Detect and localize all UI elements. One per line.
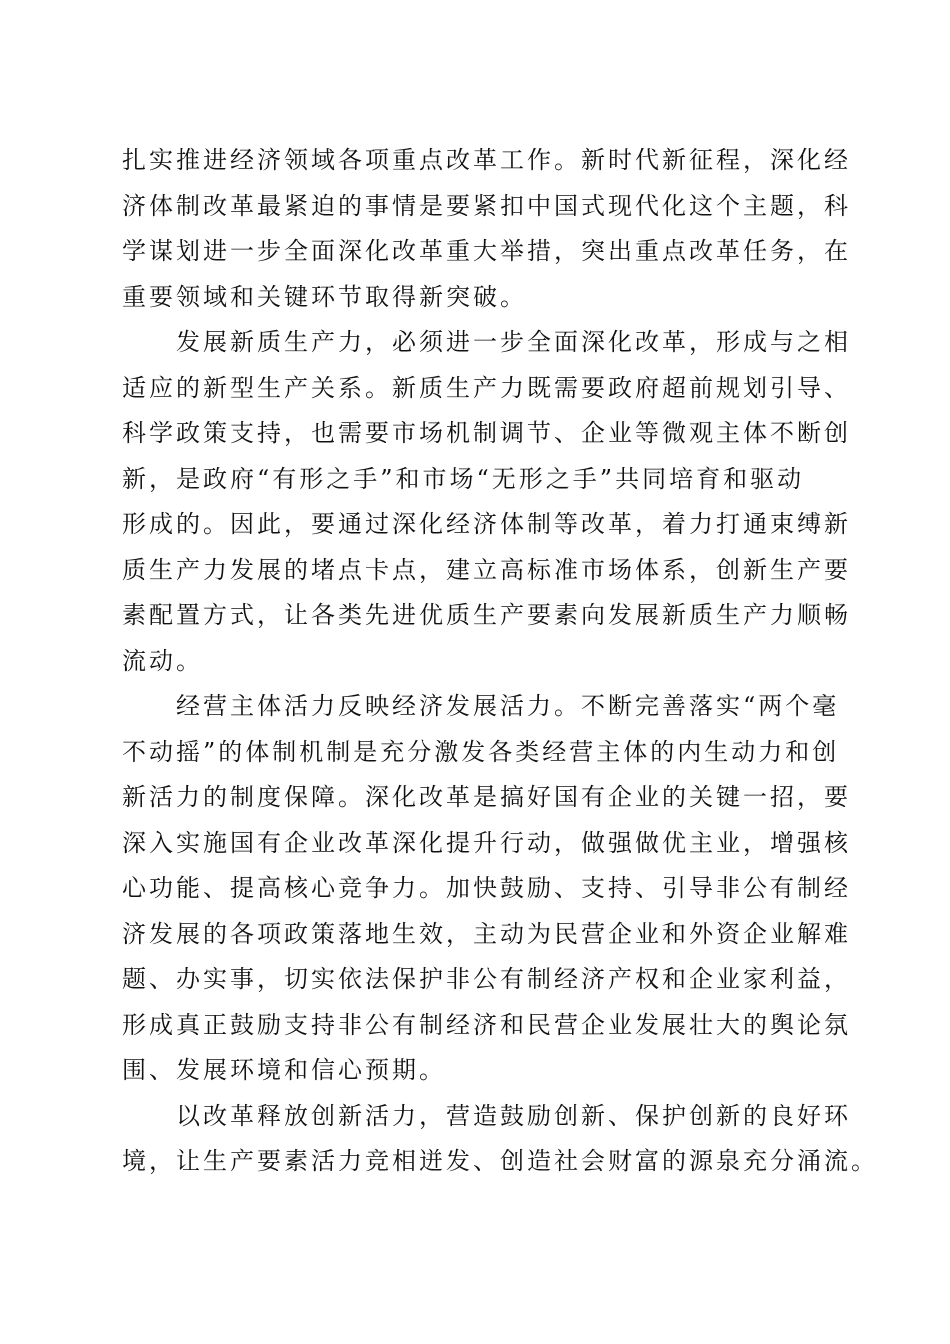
text-line: 经营主体活力反映经济发展活力。不断完善落实“两个毫 (176, 692, 840, 720)
text-line: 形成真正鼓励支持非公有制经济和民营企业发展壮大的舆论氛 (122, 1010, 851, 1039)
text-line: 素配置方式，让各类先进优质生产要素向发展新质生产力顺畅 (122, 601, 851, 629)
text-line: 以改革释放创新活力，营造鼓励创新、保护创新的良好环 (176, 1101, 851, 1130)
text-line: 学谋划进一步全面深化改革重大举措，突出重点改革任务，在 (122, 237, 851, 265)
text-line: 科学政策支持，也需要市场机制调节、企业等微观主体不断创 (122, 419, 851, 447)
text-line: 题、办实事，切实依法保护非公有制经济产权和企业家利益， (122, 965, 851, 993)
text-line: 新活力的制度保障。深化改革是搞好国有企业的关键一招，要 (122, 783, 851, 811)
text-line: 新，是政府“有形之手”和市场“无形之手”共同培育和驱动 (122, 464, 805, 493)
text-line: 心功能、提高核心竞争力。加快鼓励、支持、引导非公有制经 (122, 874, 851, 902)
text-line: 围、发展环境和信心预期。 (122, 1056, 446, 1084)
text-line: 重要领域和关键环节取得新突破。 (122, 282, 527, 311)
text-line: 流动。 (122, 646, 203, 675)
text-line: 适应的新型生产关系。新质生产力既需要政府超前规划引导、 (122, 373, 851, 402)
text-line: 境，让生产要素活力竞相迸发、创造社会财富的源泉充分涌流。 (122, 1147, 878, 1175)
paragraph-2 (122, 320, 851, 684)
text-line: 深入实施国有企业改革深化提升行动，做强做优主业，增强核 (122, 828, 851, 857)
text-line: 发展新质生产力，必须进一步全面深化改革，形成与之相 (176, 328, 851, 356)
text-line: 济发展的各项政策落地生效，主动为民营企业和外资企业解难 (122, 919, 851, 948)
paragraph-4 (122, 1094, 878, 1185)
text-line: 质生产力发展的堵点卡点，建立高标准市场体系，创新生产要 (122, 555, 851, 584)
text-line: 不动摇”的体制机制是充分激发各类经营主体的内生动力和创 (122, 737, 840, 766)
document-body (122, 138, 878, 1185)
paragraph-3 (122, 684, 851, 1094)
paragraph-1 (122, 138, 851, 320)
text-line: 济体制改革最紧迫的事情是要紧扣中国式现代化这个主题，科 (122, 191, 851, 220)
text-line: 扎实推进经济领域各项重点改革工作。新时代新征程，深化经 (122, 146, 851, 174)
text-line: 形成的。因此，要通过深化经济体制等改革，着力打通束缚新 (122, 510, 851, 538)
